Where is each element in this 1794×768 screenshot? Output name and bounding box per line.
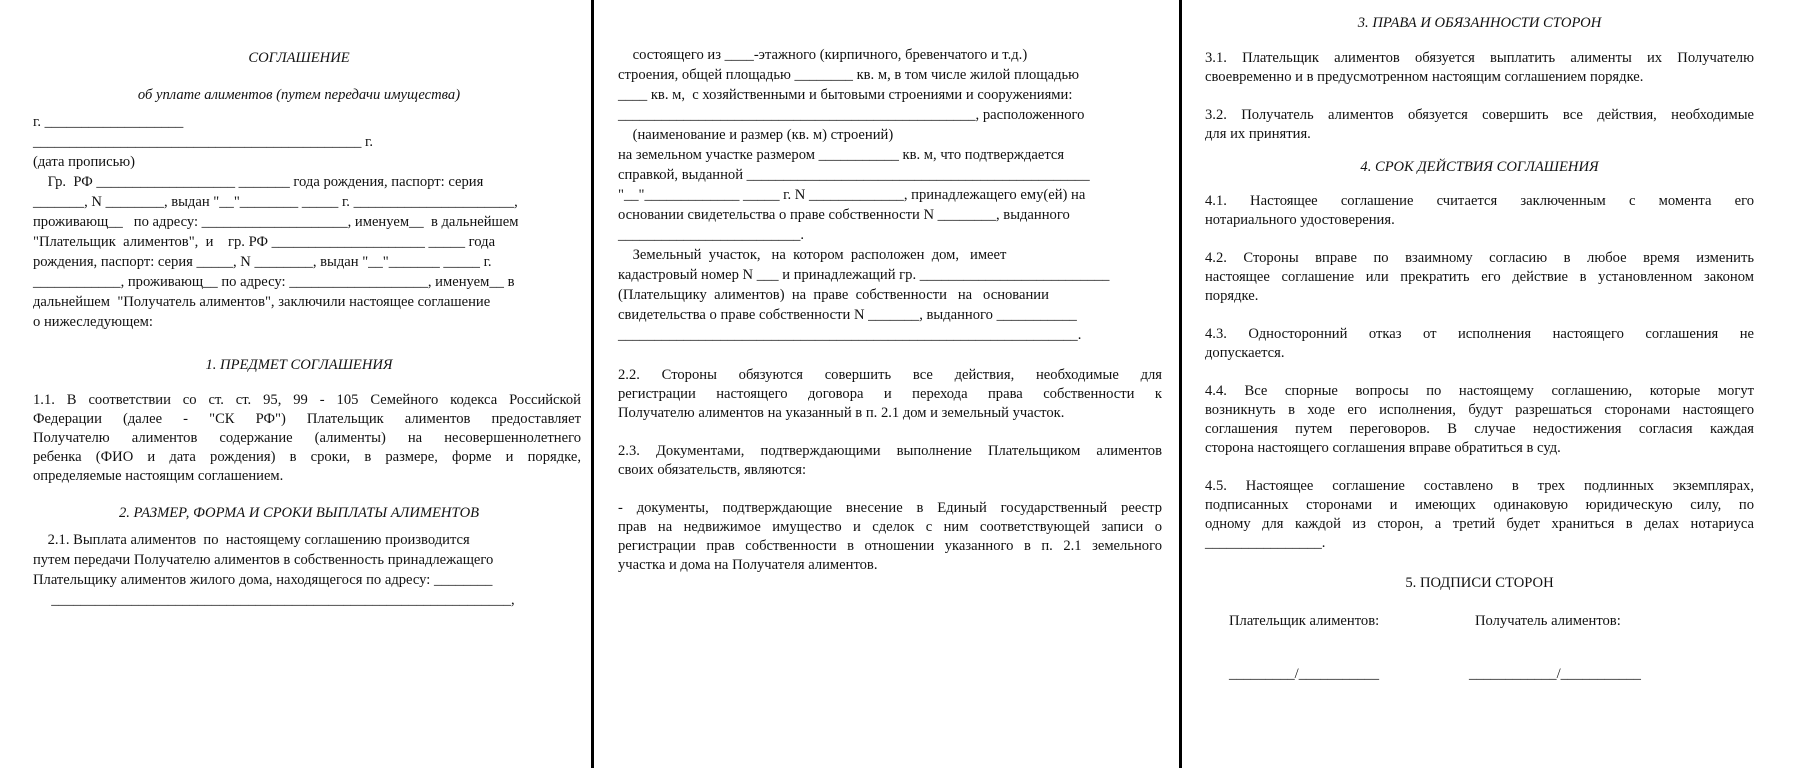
text-line: г. ___________________ bbox=[33, 114, 184, 130]
text-line: одному для каждой из сторон, а третий будет храниться в делах нотариуса bbox=[1205, 516, 1754, 532]
text-line: _______________________________________________________________, bbox=[33, 592, 515, 608]
text-line: Плательщику алиментов жилого дома, находящегося по адресу: ________ bbox=[33, 572, 493, 588]
text-line: 4.3. Односторонний отказ от исполнения настоящего соглашения не bbox=[1205, 326, 1754, 342]
text-line: прав на недвижимое имущество и сделок с ним соответствующей записи о bbox=[618, 519, 1162, 535]
section-3-heading: 3. ПРАВА И ОБЯЗАННОСТИ СТОРОН bbox=[1357, 15, 1602, 31]
paragraph-2-2 bbox=[618, 366, 1162, 423]
text-line: 3.1. Плательщик алиментов обязуется выплатить алименты их Получателю bbox=[1205, 50, 1754, 66]
text-line: Получателю алиментов на указанный в п. 2.1 дом и земельный участок. bbox=[618, 405, 1065, 421]
text-line: 2.2. Стороны обязуются совершить все действия, необходимые для bbox=[618, 367, 1162, 383]
paragraph-4-5 bbox=[1205, 477, 1754, 553]
text-line: регистрации настоящего договора и перехода права собственности к bbox=[618, 386, 1162, 402]
text-line: Гр. РФ ___________________ _______ года рождения, паспорт: серия bbox=[33, 174, 484, 190]
text-line: настоящее соглашение или прекратить его действие в установленном законом bbox=[1205, 269, 1754, 285]
text-line: Федерации (далее - "СК РФ") Плательщик алиментов предоставляет bbox=[33, 411, 581, 427]
text-line: своевременно и в предусмотренном настоящим соглашением порядке. bbox=[1205, 69, 1644, 85]
section-5-heading: 5. ПОДПИСИ СТОРОН bbox=[1405, 575, 1554, 591]
text-line: справкой, выданной _______________________________________________ bbox=[618, 167, 1090, 183]
paragraph-4-3 bbox=[1205, 325, 1754, 363]
text-line: проживающ__ по адресу: ____________________, именуем__ в дальнейшем bbox=[33, 214, 519, 230]
payer-signature-line: _________/___________ bbox=[1229, 666, 1379, 682]
text-line: - документы, подтверждающие внесение в Единый государственный реестр bbox=[618, 500, 1162, 516]
text-line: своих обязательств, являются: bbox=[618, 462, 807, 478]
text-line: нотариального удостоверения. bbox=[1205, 212, 1395, 228]
text-line: 2.3. Документами, подтверждающими выполнение Плательщиком алиментов bbox=[618, 443, 1162, 459]
section-1-heading: 1. ПРЕДМЕТ СОГЛАШЕНИЯ bbox=[205, 357, 393, 373]
document-subtitle: об уплате алиментов (путем передачи имущества) bbox=[137, 87, 461, 103]
text-line: Получателю алиментов содержание (алименты) на несовершеннолетнего bbox=[33, 430, 581, 446]
section-4-heading: 4. СРОК ДЕЙСТВИЯ СОГЛАШЕНИЯ bbox=[1360, 159, 1599, 175]
text-line: соглашения путем переговоров. В случае недостижения согласия каждая bbox=[1205, 421, 1754, 437]
text-line: "__"_____________ _____ г. N _____________, принадлежащего ему(ей) на bbox=[618, 187, 1086, 203]
text-line: для их принятия. bbox=[1205, 126, 1311, 142]
text-line: _________________________________________________, расположенного bbox=[618, 107, 1085, 123]
property-description bbox=[618, 45, 1179, 245]
text-line: 4.5. Настоящее соглашение составлено в трех подлинных экземплярах, bbox=[1205, 478, 1754, 494]
text-line: порядке. bbox=[1205, 288, 1259, 304]
text-line: свидетельства о праве собственности N _______, выданного ___________ bbox=[618, 307, 1077, 323]
recipient-signature-line: ____________/___________ bbox=[1469, 666, 1641, 682]
page-column-1 bbox=[0, 0, 591, 768]
text-line: подписанных сторонами и имеющих одинаковую юридическую силу, по bbox=[1205, 497, 1754, 513]
text-line: сторона настоящего соглашения вправе обратиться в суд. bbox=[1205, 440, 1561, 456]
text-line: возникнуть в ходе его исполнения, будут разрешаться сторонами настоящего bbox=[1205, 402, 1754, 418]
parties-block bbox=[33, 112, 591, 332]
text-line: 2.1. Выплата алиментов по настоящему соглашению производится bbox=[33, 532, 470, 548]
text-line: на земельном участке размером ___________ кв. м, что подтверждается bbox=[618, 147, 1065, 163]
paragraph-3-1 bbox=[1205, 49, 1754, 87]
text-line: определяемые настоящим соглашением. bbox=[33, 468, 284, 484]
page-column-2 bbox=[594, 0, 1179, 768]
text-line: кадастровый номер N ___ и принадлежащий гр. __________________________ bbox=[618, 267, 1110, 283]
text-line: ребенка (ФИО и дата рождения) в сроки, в размере, форме и порядке, bbox=[33, 449, 581, 465]
text-line: (Плательщику алиментов) на праве собственности на основании bbox=[618, 287, 1049, 303]
document-title: СОГЛАШЕНИЕ bbox=[248, 50, 350, 66]
text-line: о нижеследующем: bbox=[33, 314, 153, 330]
text-line: 4.4. Все спорные вопросы по настоящему соглашению, которые могут bbox=[1205, 383, 1754, 399]
recipient-label: Получатель алиментов: bbox=[1475, 613, 1621, 629]
paragraph-3-2 bbox=[1205, 106, 1754, 144]
paragraph-2-3-item bbox=[618, 499, 1162, 575]
text-line: (наименование и размер (кв. м) строений) bbox=[618, 127, 894, 143]
paragraph-4-2 bbox=[1205, 249, 1754, 306]
paragraph-4-1 bbox=[1205, 192, 1754, 230]
text-line: _______, N ________, выдан "__"________ _____ г. ______________________, bbox=[33, 194, 518, 210]
text-line: ____ кв. м, с хозяйственными и бытовыми строениями и сооружениями: bbox=[618, 87, 1073, 103]
text-line: дальнейшем "Получатель алиментов", заключили настоящее соглашение bbox=[33, 294, 491, 310]
text-line: рождения, паспорт: серия _____, N ________, выдан "__"_______ _____ г. bbox=[33, 254, 492, 270]
text-line: 3.2. Получатель алиментов обязуется совершить все действия, необходимые bbox=[1205, 107, 1754, 123]
text-line: участка и дома на Получателя алиментов. bbox=[618, 557, 878, 573]
text-line: ____________, проживающ__ по адресу: ___________________, именуем__ в bbox=[33, 274, 515, 290]
paragraph-2-1 bbox=[33, 530, 591, 610]
land-plot-description bbox=[618, 245, 1179, 345]
paragraph-1-1 bbox=[33, 391, 581, 486]
text-line: строения, общей площадью ________ кв. м, в том числе жилой площадью bbox=[618, 67, 1080, 83]
text-line: _____________________________________________ г. bbox=[33, 134, 373, 150]
paragraph-2-3 bbox=[618, 442, 1162, 480]
text-line: основании свидетельства о праве собственности N ________, выданного bbox=[618, 207, 1070, 223]
paragraph-4-4 bbox=[1205, 382, 1754, 458]
payer-label: Плательщик алиментов: bbox=[1229, 613, 1380, 629]
signatures-block bbox=[1205, 611, 1794, 711]
text-line: допускается. bbox=[1205, 345, 1285, 361]
text-line: 4.2. Стороны вправе по взаимному согласию в любое время изменить bbox=[1205, 250, 1754, 266]
text-line: регистрации прав собственности в отношении указанного в п. 2.1 земельного bbox=[618, 538, 1162, 554]
text-line: _________________________. bbox=[618, 227, 805, 243]
section-2-heading: 2. РАЗМЕР, ФОРМА И СРОКИ ВЫПЛАТЫ АЛИМЕНТОВ bbox=[118, 505, 480, 521]
text-line: Земельный участок, на котором расположен дом, имеет bbox=[618, 247, 1007, 263]
text-line: _______________________________________________________________. bbox=[618, 327, 1082, 343]
text-line: состоящего из ____-этажного (кирпичного, бревенчатого и т.д.) bbox=[618, 47, 1028, 63]
text-line: 1.1. В соответствии со ст. ст. 95, 99 - 105 Семейного кодекса Российской bbox=[33, 392, 581, 408]
text-line: "Плательщик алиментов", и гр. РФ _____________________ _____ года bbox=[33, 234, 496, 250]
text-line: (дата прописью) bbox=[33, 154, 135, 170]
text-line: путем передачи Получателю алиментов в собственность принадлежащего bbox=[33, 552, 494, 568]
text-line: ________________. bbox=[1205, 535, 1326, 551]
page-column-3 bbox=[1183, 0, 1794, 768]
text-line: 4.1. Настоящее соглашение считается заключенным с момента его bbox=[1205, 193, 1754, 209]
column-divider bbox=[1179, 0, 1182, 768]
